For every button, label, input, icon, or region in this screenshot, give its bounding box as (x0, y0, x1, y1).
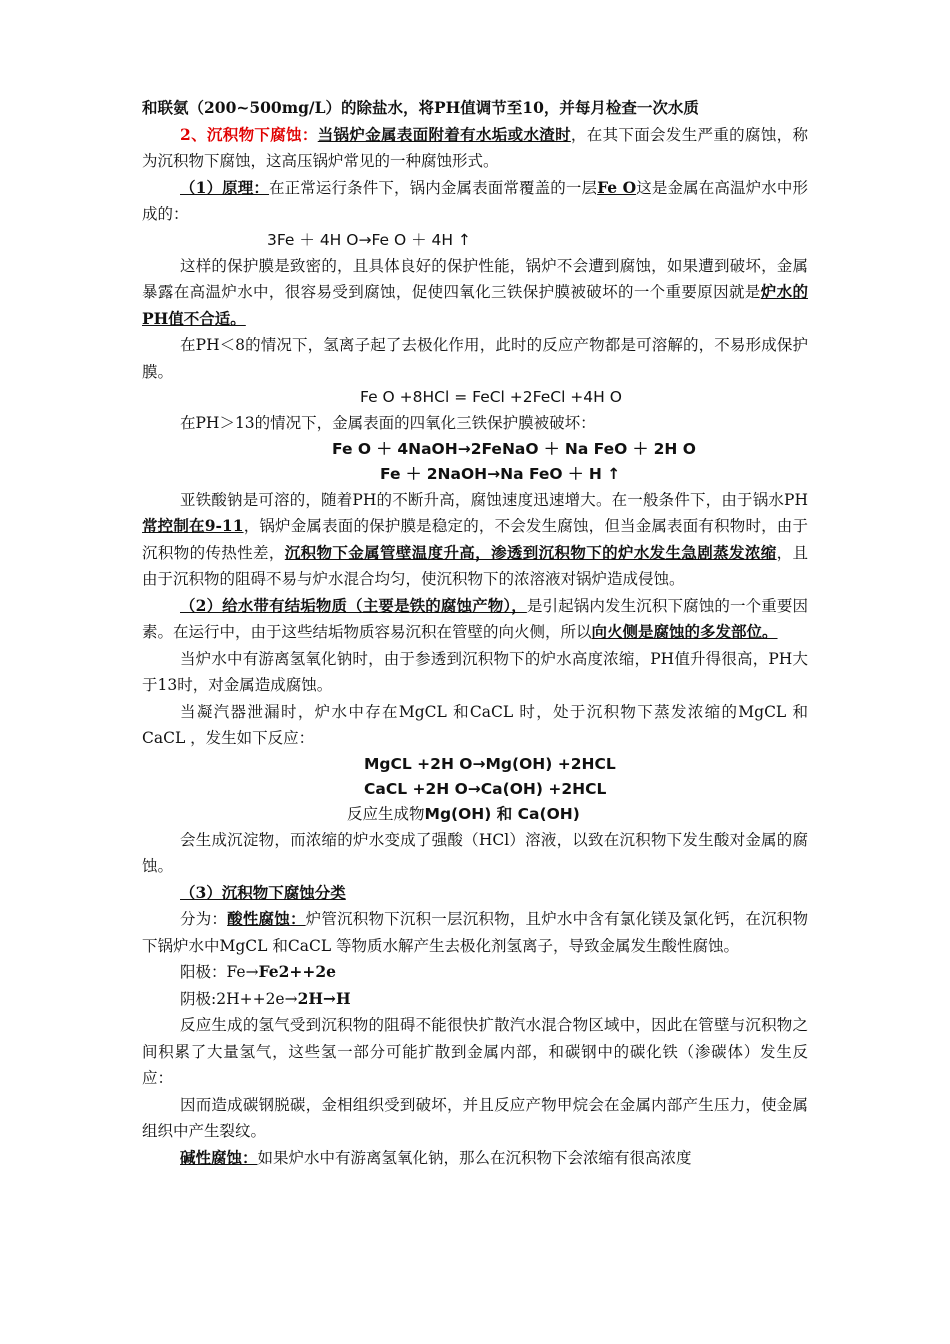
paragraph-precipitate: 会生成沉淀物，而浓缩的炉水变成了强酸（HCl）溶液，以致在沉积物下发生酸对金属的腐蚀。 (142, 830, 808, 875)
paragraph-ph-above-13: 在PH＞13的情况下，金属表面的四氧化三铁保护膜被破坏： (180, 414, 596, 432)
paragraph-acid-corrosion (142, 906, 808, 959)
principle-formula: Fe O (597, 177, 637, 197)
products-label: 反应生成物 (347, 804, 425, 823)
equation-iron-oxidation: 3Fe ＋ 4H O→Fe O ＋ 4H ↑ (267, 230, 471, 249)
cathode-reaction (142, 986, 808, 1013)
feedwater-text: 是引起锅内发生沉积下腐蚀的一个重要因素。在运行中，由于这些结垢物质容易沉积在管壁的向火侧，所以 (142, 596, 808, 641)
paragraph-ph-below-8: 在PH＜8的情况下，氢离子起了去极化作用，此时的反应产物都是可溶解的，不易形成保护膜。 (142, 336, 808, 381)
feedwater-heading: （2）给水带有结垢物质（主要是铁的腐蚀产物）， (180, 595, 527, 615)
cathode-label: 阴极:2H++2e→ (180, 989, 298, 1008)
paragraph-sodium-ferrite (142, 487, 808, 593)
equation-naoh-2: Fe ＋ 2NaOH→Na FeO ＋ H ↑ (380, 464, 621, 483)
film-emphasis: 炉水的PH值不合适。 (142, 282, 808, 328)
ferrite-text-1: 亚铁酸钠是可溶的，随着PH的不断升高，腐蚀速度迅速增大。在一般条件下，由于锅水PH (180, 490, 808, 509)
document-body (142, 95, 808, 1171)
acid-text: 炉管沉积物下沉积一层沉积物，且炉水中含有氯化镁及氯化钙，在沉积物下锅炉水中MgCL 和CaCL 等物质水解产生去极化剂氢离子，导致金属发生酸性腐蚀。 (142, 910, 808, 955)
ferrite-ph-range: 常控制在9-11 (142, 516, 244, 535)
paragraph-desalted-water: 和联氨（200~500mg/L）的除盐水，将PH值调节至10，并每月检查一次水质 (142, 98, 699, 117)
equation-mgcl: MgCL +2H O→Mg(OH) +2HCL (364, 754, 616, 773)
cathode-formula: 2H→H (297, 988, 351, 1008)
paragraph-principle (142, 175, 808, 228)
paragraph-decarburization: 因而造成碳钢脱碳，金相组织受到破坏，并且反应产物甲烷会在金属内部产生压力，使金属组织中产生裂纹。 (142, 1095, 808, 1140)
products-formula: Mg(OH) 和 Ca(OH) (424, 804, 580, 823)
principle-text: 在正常运行条件下，锅内金属表面常覆盖的一层 (269, 178, 598, 197)
alkaline-heading: 碱性腐蚀： (180, 1147, 258, 1167)
acid-prefix: 分为： (180, 910, 228, 928)
equation-products (142, 802, 808, 827)
equation-hcl: Fe O +8HCl = FeCl +2FeCl +4H O (360, 388, 622, 406)
alkaline-text: 如果炉水中有游离氢氧化钠，那么在沉积物下会浓缩有很高浓度 (257, 1148, 692, 1167)
paragraph-condenser-leak: 当凝汽器泄漏时，炉水中存在MgCL 和CaCL 时，处于沉积物下蒸发浓缩的MgCL 和CaCL ，发生如下反应： (142, 702, 808, 747)
principle-tail: 这是金属在高温炉水中形成的： (142, 178, 808, 223)
section-2-condition: 当锅炉金属表面附着有水垢或水渣时 (317, 124, 571, 144)
ferrite-text-2: ，锅炉金属表面的保护膜是稳定的，不会发生腐蚀，但当金属表面有积物时，由于沉积物的传热性差， (142, 517, 808, 562)
section-classification-heading: （3）沉积物下腐蚀分类 (180, 882, 346, 902)
equation-naoh-1: Fe O ＋ 4NaOH→2FeNaO ＋ Na FeO ＋ 2H O (332, 439, 696, 458)
anode-formula: Fe2++2e (258, 962, 337, 981)
section-2-heading: 2、沉积物下腐蚀： (180, 124, 318, 144)
paragraph-alkaline-corrosion (142, 1145, 808, 1172)
ferrite-text-3: ，且由于沉积物的阻碍不易与炉水混合均匀，使沉积物下的浓溶液对锅炉造成侵蚀。 (142, 543, 808, 588)
anode-reaction (142, 959, 808, 986)
paragraph-section-2 (142, 122, 808, 175)
principle-heading: （1）原理： (180, 177, 270, 197)
paragraph-feedwater (142, 593, 808, 646)
ferrite-emphasis: 沉积物下金属管壁温度升高，渗透到沉积物下的炉水发生急剧蒸发浓缩 (284, 542, 777, 562)
film-text: 这样的保护膜是致密的，且具体良好的保护性能，锅炉不会遭到腐蚀，如果遭到破坏，金属暴露在高温炉水中，很容易受到腐蚀，促使四氧化三铁保护膜被破坏的一个重要原因就是 (142, 256, 808, 301)
equation-cacl: CaCL +2H O→Ca(OH) +2HCL (364, 779, 607, 798)
feedwater-emphasis: 向火侧是腐蚀的多发部位。 (591, 622, 778, 641)
anode-label: 阳极：Fe→ (180, 963, 259, 981)
section-2-text: ，在其下面会发生严重的腐蚀，称为沉积物下腐蚀，这高压锅炉常见的一种腐蚀形式。 (142, 125, 808, 170)
paragraph-free-naoh: 当炉水中有游离氢氧化钠时，由于参透到沉积物下的炉水高度浓缩，PH值升得很高，PH大于13时，对金属造成腐蚀。 (142, 649, 808, 694)
acid-heading: 酸性腐蚀： (227, 909, 306, 928)
paragraph-protective-film (142, 253, 808, 333)
paragraph-hydrogen: 反应生成的氢气受到沉积物的阻碍不能很快扩散汽水混合物区域中，因此在管壁与沉积物之间积累了大量氢气，这些氢一部分可能扩散到金属内部，和碳钢中的碳化铁（渗碳体）发生反应： (142, 1016, 808, 1087)
